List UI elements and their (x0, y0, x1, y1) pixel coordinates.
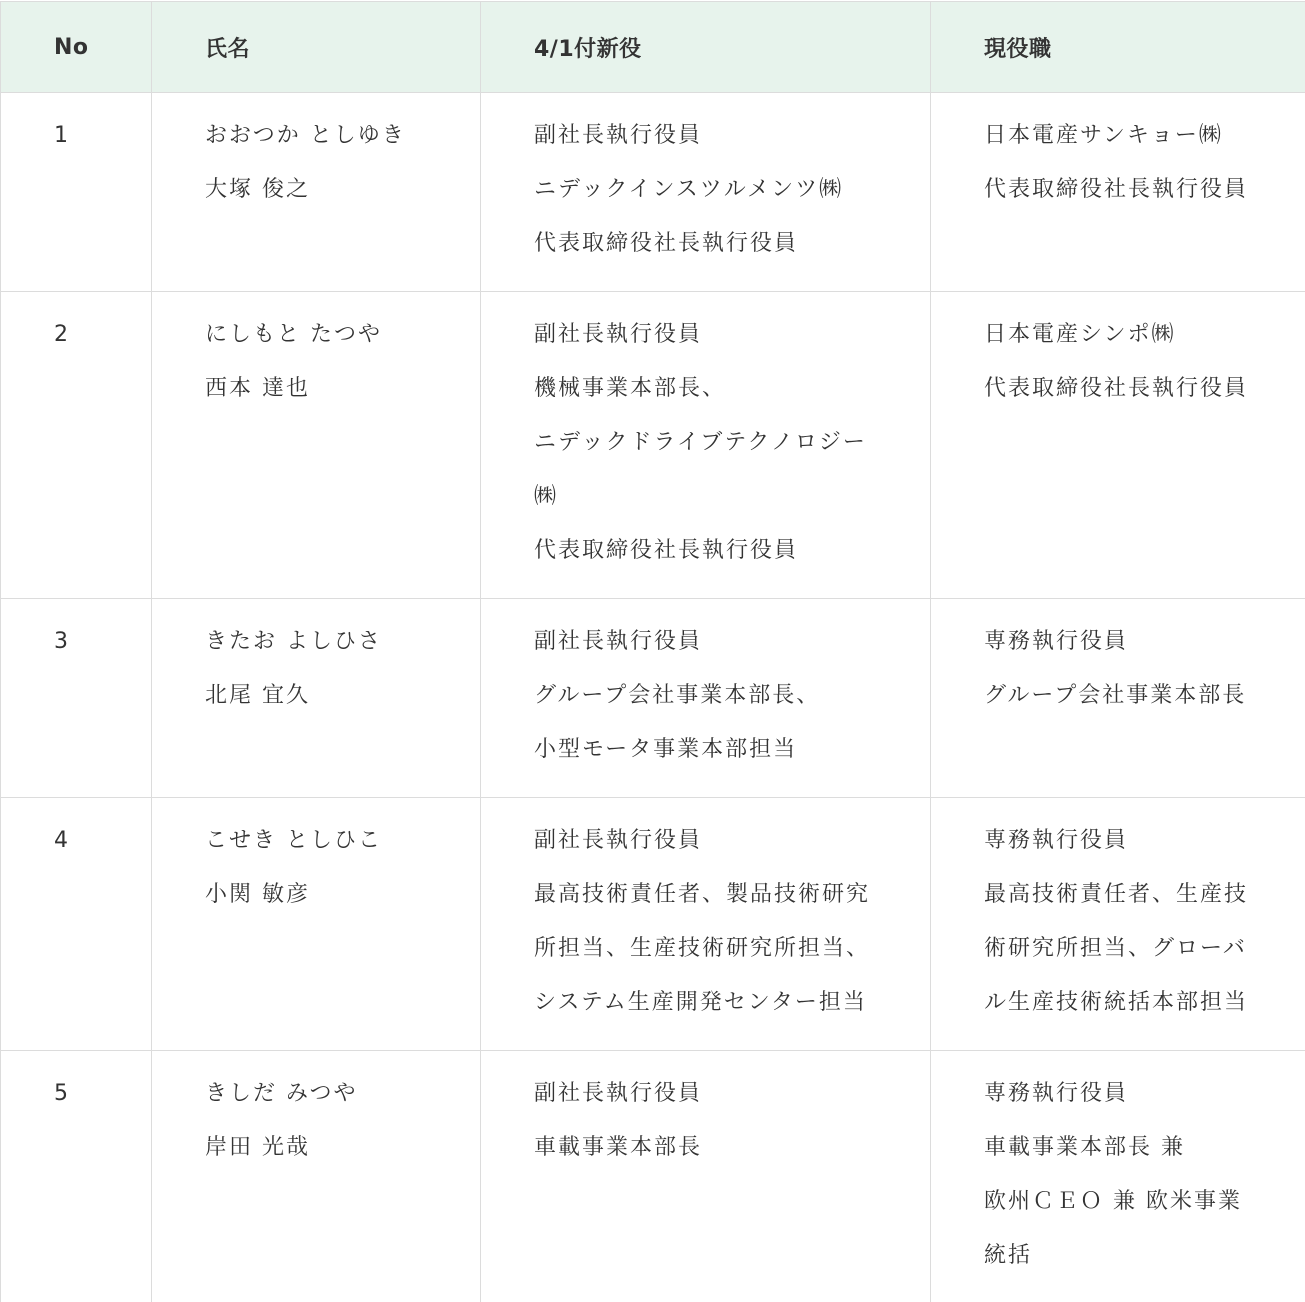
cell-name (152, 93, 481, 292)
table-row (1, 93, 1305, 292)
name-reading: こせき としひこ (205, 828, 382, 853)
current-role-line: 日本電産サンキョー㈱ (984, 123, 1223, 148)
current-role-line: 代表取締役社長執行役員 (984, 177, 1249, 202)
cell-new-role (481, 292, 931, 599)
new-role-line: 副社長執行役員 (534, 123, 703, 148)
header-name: 氏名 (152, 2, 481, 93)
cell-no (1, 292, 152, 599)
current-role-line: グループ会社事業本部長 (984, 683, 1247, 708)
table-header (1, 2, 1305, 93)
new-role-line: 代表取締役社長執行役員 (534, 538, 799, 563)
new-role-line: ㈱ (534, 484, 559, 509)
header-new-role: 4/1付新役 (481, 2, 931, 93)
header-row (1, 2, 1305, 93)
executive-roster-table (0, 1, 1305, 1302)
current-role-line: 統括 (984, 1243, 1033, 1268)
cell-name (152, 1051, 481, 1302)
new-role-line: 最高技術責任者、製品技術研究 (534, 882, 871, 907)
name-kanji: 西本 達也 (205, 376, 310, 401)
new-role-line: 所担当、生産技術研究所担当、 (534, 936, 871, 961)
new-role-line: 副社長執行役員 (534, 322, 703, 347)
row-number: 3 (54, 629, 70, 654)
row-number: 2 (54, 322, 70, 347)
new-role-line: システム生産開発センター担当 (534, 990, 867, 1015)
new-role-line: グループ会社事業本部長、 (534, 683, 821, 708)
cell-current-role (931, 798, 1305, 1051)
name-reading: きたお よしひさ (205, 629, 382, 654)
header-current-role: 現役職 (931, 2, 1305, 93)
table-row (1, 798, 1305, 1051)
current-role-line: 術研究所担当、グローバ (984, 936, 1247, 961)
cell-new-role (481, 599, 931, 798)
cell-new-role (481, 1051, 931, 1302)
row-number: 5 (54, 1081, 70, 1106)
cell-name (152, 599, 481, 798)
cell-current-role (931, 599, 1305, 798)
name-reading: きしだ みつや (205, 1081, 358, 1106)
name-reading: おおつか としゆき (205, 123, 406, 148)
current-role-line: 専務執行役員 (984, 629, 1129, 654)
current-role-line: 代表取締役社長執行役員 (984, 376, 1249, 401)
cell-new-role (481, 93, 931, 292)
name-kanji: 小関 敏彦 (205, 882, 310, 907)
header-no: No (1, 2, 152, 93)
new-role-line: ニデックインスツルメンツ㈱ (534, 177, 844, 202)
cell-no (1, 93, 152, 292)
new-role-line: 機械事業本部長、 (534, 376, 727, 401)
name-reading: にしもと たつや (205, 322, 382, 347)
current-role-line: 最高技術責任者、生産技 (984, 882, 1249, 907)
new-role-line: 副社長執行役員 (534, 1081, 703, 1106)
new-role-line: 副社長執行役員 (534, 629, 703, 654)
table-body (1, 93, 1305, 1302)
table-row (1, 292, 1305, 599)
new-role-line: 小型モータ事業本部担当 (534, 737, 798, 762)
cell-no (1, 1051, 152, 1302)
cell-name (152, 292, 481, 599)
cell-current-role (931, 292, 1305, 599)
cell-name (152, 798, 481, 1051)
row-number: 4 (54, 828, 70, 853)
cell-no (1, 798, 152, 1051)
cell-new-role (481, 798, 931, 1051)
current-role-line: 専務執行役員 (984, 828, 1129, 853)
current-role-line: 日本電産シンポ㈱ (984, 322, 1176, 347)
name-kanji: 北尾 宜久 (205, 683, 310, 708)
current-role-line: ル生産技術統括本部担当 (984, 990, 1249, 1015)
row-number: 1 (54, 123, 70, 148)
current-role-line: 専務執行役員 (984, 1081, 1129, 1106)
table-row (1, 599, 1305, 798)
cell-current-role (931, 1051, 1305, 1302)
current-role-line: 車載事業本部長 兼 (984, 1135, 1185, 1160)
name-kanji: 岸田 光哉 (205, 1135, 310, 1160)
table-row (1, 1051, 1305, 1302)
new-role-line: 副社長執行役員 (534, 828, 703, 853)
cell-no (1, 599, 152, 798)
cell-current-role (931, 93, 1305, 292)
new-role-line: 代表取締役社長執行役員 (534, 231, 799, 256)
current-role-line: 欧州ＣＥＯ 兼 欧米事業 (984, 1189, 1242, 1214)
name-kanji: 大塚 俊之 (205, 177, 310, 202)
new-role-line: ニデックドライブテクノロジー (534, 430, 867, 455)
new-role-line: 車載事業本部長 (534, 1135, 703, 1160)
